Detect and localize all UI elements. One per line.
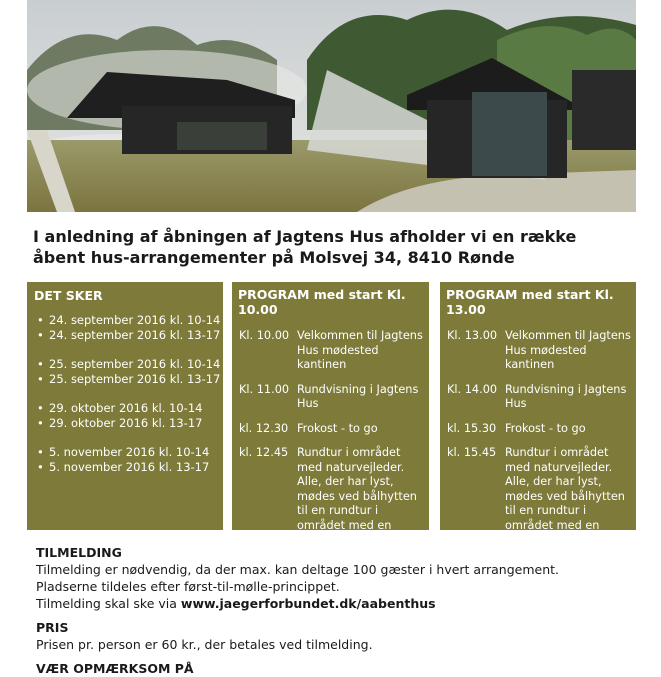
date-item: • 25. september 2016 kl. 10-14 — [37, 357, 223, 372]
program-panel-1000 — [232, 282, 429, 546]
program-time: kl. 15.30 — [447, 421, 497, 435]
date-item: • 5. november 2016 kl. 10-14 — [37, 445, 223, 460]
program-title: PROGRAM med start Kl. 13.00 — [446, 287, 614, 317]
headline — [33, 226, 633, 268]
program-desc: Velkommen til Jagtens Hus mødested kantinen — [505, 329, 631, 371]
program-desc: Rundtur i området med naturvejleder. Alle, der har lyst, mødes ved bålhytten til en rundtur i området med en naturvejleder. — [505, 446, 625, 546]
program-panel-1300 — [440, 282, 636, 546]
pris-line: Prisen pr. person er 60 kr., der betales ved tilmelding. — [36, 637, 373, 652]
program-time: Kl. 13.00 — [447, 329, 498, 342]
schedule-panel — [27, 282, 223, 530]
program-row — [447, 422, 636, 437]
date-item: • 25. september 2016 kl. 13-17 — [37, 372, 223, 387]
tilmelding-prefix: Tilmelding skal ske via — [36, 596, 181, 611]
program-list — [239, 329, 429, 548]
program-time: kl. 12.45 — [239, 446, 289, 459]
date-list — [27, 313, 223, 475]
hero-image — [27, 0, 636, 212]
program-desc: Rundvisning i Jagtens Hus — [297, 382, 419, 410]
program-row — [447, 383, 636, 412]
program-time: Kl. 11.00 — [239, 382, 290, 396]
program-row — [239, 329, 429, 373]
program-time: Kl. 10.00 — [239, 329, 290, 342]
pris-heading: PRIS — [36, 620, 69, 635]
program-time: Kl. 14.00 — [447, 382, 498, 396]
program-desc: Frokost - to go — [297, 421, 378, 435]
program-desc: Frokost - to go — [505, 421, 586, 435]
date-item: • 5. november 2016 kl. 13-17 — [37, 460, 223, 475]
program-row — [447, 446, 636, 548]
headline-line-2: åbent hus-arrangementer på Molsvej 34, 8410 Rønde — [33, 248, 515, 267]
program-desc: Velkommen til Jagtens Hus mødested kantinen — [297, 329, 423, 371]
tilmelding-heading: TILMELDING — [36, 545, 122, 560]
program-desc: Rundtur i området med naturvejleder. Alle, der har lyst, mødes ved bålhytten til en rundtur i området med en naturvejleder. — [297, 446, 417, 546]
program-desc: Rundvisning i Jagtens Hus — [505, 382, 627, 410]
program-time: kl. 12.30 — [239, 421, 289, 435]
tilmelding-link-line — [36, 595, 636, 612]
program-row — [447, 329, 636, 373]
date-item: • 29. oktober 2016 kl. 10-14 — [37, 401, 223, 416]
program-row — [239, 422, 429, 437]
date-item: • 24. september 2016 kl. 10-14 — [37, 313, 223, 328]
program-title: PROGRAM med start Kl. 10.00 — [238, 287, 406, 317]
date-item: • 29. oktober 2016 kl. 13-17 — [37, 416, 223, 431]
tilmelding-line: Tilmelding er nødvendig, da der max. kan deltage 100 gæster i hvert arrangement. — [36, 562, 560, 577]
program-row — [239, 446, 429, 548]
program-row — [239, 383, 429, 412]
date-item: • 24. september 2016 kl. 13-17 — [37, 328, 223, 343]
schedule-title: DET SKER — [34, 288, 103, 303]
info-section — [36, 544, 636, 677]
signup-link[interactable]: www.jaegerforbundet.dk/aabenthus — [180, 596, 436, 611]
program-time: kl. 15.45 — [447, 446, 497, 459]
note-heading: VÆR OPMÆRKSOM PÅ — [36, 661, 194, 676]
tilmelding-line: Pladserne tildeles efter først-til-mølle-princippet. — [36, 579, 340, 594]
headline-line-1: I anledning af åbningen af Jagtens Hus afholder vi en række — [33, 227, 577, 246]
program-list — [447, 329, 636, 548]
